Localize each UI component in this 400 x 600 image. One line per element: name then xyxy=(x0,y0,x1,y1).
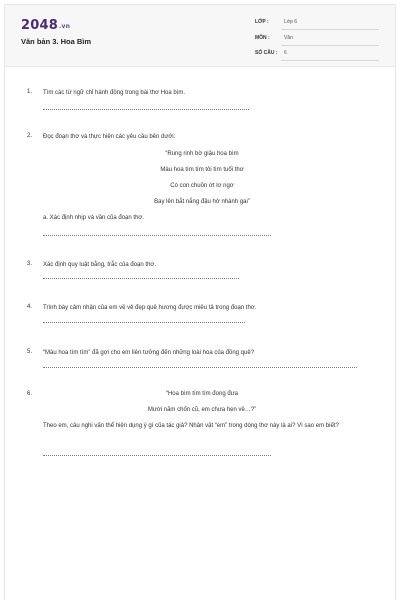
question-number: 6. xyxy=(27,391,33,397)
worksheet-page xyxy=(4,4,396,600)
question-text: Trình bày cảm nhận của em về vẻ đẹp quê hương được miêu tả trong đoạn thơ. xyxy=(43,305,257,311)
answer-line[interactable] xyxy=(43,235,271,236)
meta-divider xyxy=(281,45,379,46)
meta-class-row xyxy=(255,17,379,30)
meta-subject-label: MÔN : xyxy=(255,35,270,41)
poem-line: Mười năm chốn cũ, em chưa hẹn về…?” xyxy=(147,407,257,413)
meta-subject-row xyxy=(255,33,379,46)
question-number: 1. xyxy=(27,89,33,95)
meta-divider xyxy=(281,29,379,30)
document-title: Văn bản 3. Hoa Bìm xyxy=(21,37,92,46)
question-number: 2. xyxy=(27,133,33,139)
question-text: Xác định quy luật bằng, trắc của đoạn thơ. xyxy=(43,262,157,268)
site-logo[interactable] xyxy=(21,18,70,33)
answer-line[interactable] xyxy=(43,367,357,368)
logo-text: 2048 xyxy=(21,18,58,33)
meta-class-value: Lớp 6 xyxy=(284,19,298,25)
answer-line[interactable] xyxy=(43,109,249,110)
poem-line: “Hoa bìm tím tím đong đưa xyxy=(165,391,239,397)
meta-count-row xyxy=(255,48,379,61)
meta-divider xyxy=(281,60,379,61)
poem-line: Màu hoa tím tím tôi tìm tuổi thơ xyxy=(160,167,244,173)
question-number: 5. xyxy=(27,349,33,355)
poem-line: Cò con chuồn ớt lơ ngơ xyxy=(170,183,234,189)
sub-question: a. Xác định nhịp và vần của đoạn thơ. xyxy=(43,215,145,221)
poem-line: Bay lên bắt nắng đậu hờ nhánh gai” xyxy=(154,199,250,205)
meta-count-value: 6 xyxy=(284,50,287,56)
question-text: Tìm các từ ngữ chỉ hành động trong bài thơ Hoa bìm. xyxy=(43,90,186,96)
question-text: “Màu hoa tím tím” đã gợi cho em liên tưởng đến những loài hoa của đồng quê? xyxy=(43,350,255,356)
question-text: Đọc đoạn thơ và thực hiện các yêu cầu bên dưới: xyxy=(43,134,176,140)
meta-subject-value: Văn xyxy=(284,35,293,41)
answer-line[interactable] xyxy=(43,455,271,456)
answer-line[interactable] xyxy=(43,278,239,279)
poem-line: “Rung rinh bờ giậu hoa bìm xyxy=(165,151,239,157)
question-text: Theo em, câu nghi vấn thể hiện dụng ý gì của tác giả? Nhân vật “em” trong dòng thơ này là ai? Vì sao em biết? xyxy=(43,423,339,429)
logo-suffix: .vn xyxy=(58,23,71,30)
question-number: 3. xyxy=(27,261,33,267)
meta-count-label: SỐ CÂU : xyxy=(255,50,278,56)
meta-class-label: LỚP : xyxy=(255,19,269,25)
question-number: 4. xyxy=(27,304,33,310)
worksheet-header xyxy=(5,5,395,67)
answer-line[interactable] xyxy=(43,322,245,323)
